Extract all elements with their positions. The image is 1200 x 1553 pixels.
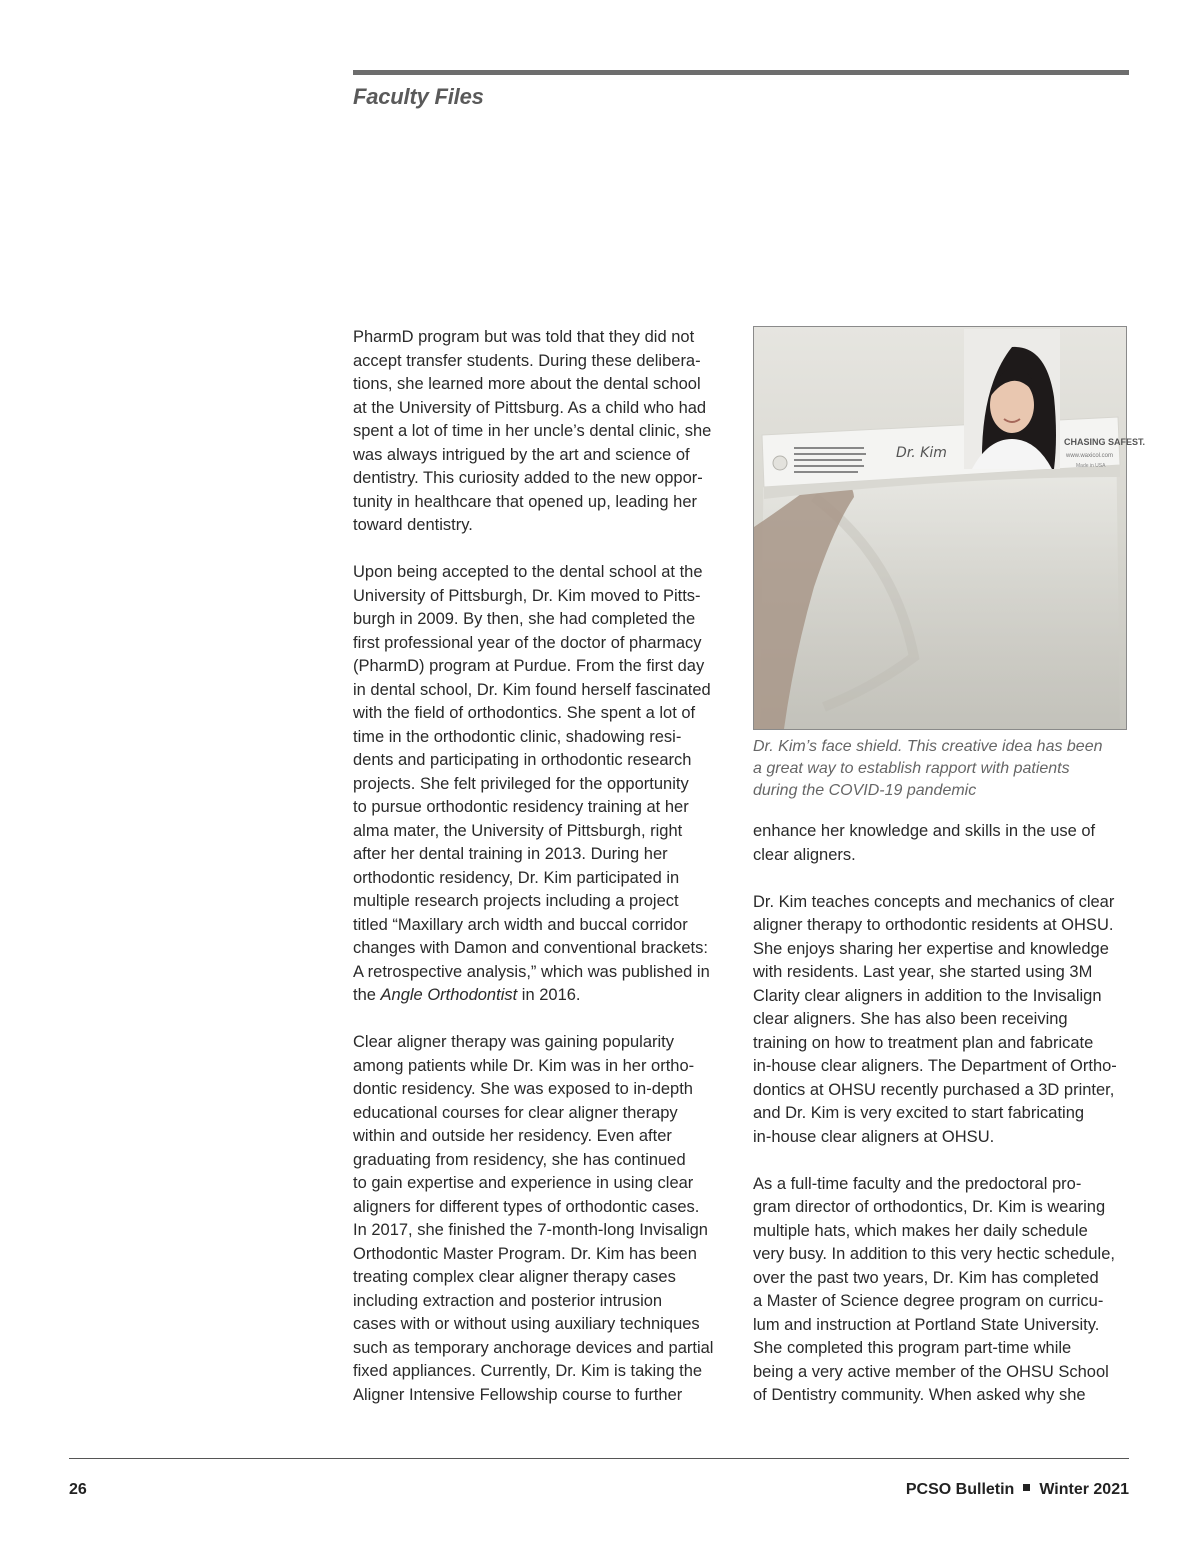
paragraph: As a full-time faculty and the predoctoral pro- gram director of orthodontics, Dr. Kim is wearing multiple hats, which makes her daily schedule very busy. In addition to this very hectic schedule, over the past two years, Dr. Kim has completed a Master of Science degree program on curricu- lum and instruction at Portland State University. She completed this program part-time while being a very active member of the OHSU School of Dentistry community. When asked why she — [753, 1174, 1115, 1404]
separator-square-icon — [1023, 1484, 1030, 1491]
issue-label: Winter 2021 — [1039, 1481, 1129, 1498]
journal-title: Angle Orthodontist — [380, 986, 518, 1004]
paragraph-text: in 2016. — [517, 986, 581, 1004]
face-shield-photo — [753, 326, 1146, 730]
paragraph-text: Upon being accepted to the dental school at the University of Pittsburgh, Dr. Kim moved to Pitts- burgh in 2009. By then, she had completed the first professional year of the doctor of pharmacy (PharmD) program at Purdue. From the first day in dental school, Dr. Kim found herself fascinated with the field of orthodontics. She spent a lot of time in the orthodontic clinic, shadowing resi- dents and participating in orthodontic research projects. She felt privileged for the opportunity to pursue orthodontic residency training at her alma mater, the University of Pittsburgh, right after her dental training in 2013. During her orthodontic residency, Dr. Kim participated in multiple research projects including a project titled “Maxillary arch width and buccal corridor changes with Damon and conventional brackets: A retrospective analysis,” which was published in the — [353, 563, 711, 1004]
paragraph: Clear aligner therapy was gaining popularity among patients while Dr. Kim was in her ortho- dontic residency. She was exposed to in-depth educational courses for clear aligner therapy within and outside her residency. Even after graduating from residency, she has continued to gain expertise and experience in using clear aligners for different types of orthodontic cases. In 2017, she finished the 7-month-long Invisalign Orthodontic Master Program. Dr. Kim has been treating complex clear aligner therapy cases including extraction and posterior intrusion cases with or without using auxiliary techniques such as temporary anchorage devices and partial fixed appliances. Currently, Dr. Kim is taking the Aligner Intensive Fellowship course to further — [353, 1033, 714, 1404]
paragraph: PharmD program but was told that they did not accept transfer students. During these delibera- tions, she learned more about the dental school at the University of Pittsburg. As a child who had spent a lot of time in her uncle’s dental clinic, she was always intrigued by the art and science of dentistry. This curiosity added to the new oppor- tunity in healthcare that opened up, leading her toward dentistry. — [353, 328, 712, 534]
brand-text: CHASING SAFEST. — [1064, 437, 1146, 447]
left-column — [353, 326, 728, 1407]
portrait — [964, 329, 1060, 469]
publication-name: PCSO Bulletin — [905, 1481, 1015, 1498]
paragraph: enhance her knowledge and skills in the use of clear aligners. — [753, 822, 1096, 864]
brand-website: www.waxicol.com — [1066, 453, 1114, 459]
brand-origin: Made in USA — [1076, 463, 1106, 469]
handwritten-name: Dr. Kim — [896, 445, 947, 461]
right-column — [753, 820, 1133, 1408]
paragraph — [353, 561, 728, 1008]
section-title: Faculty Files — [353, 84, 484, 109]
footer-rule — [69, 1458, 1129, 1459]
footer-publication — [906, 1481, 1129, 1499]
figure-caption: Dr. Kim’s face shield. This creative idea has been a great way to establish rapport with patients during the COVID-19 pandemic — [753, 738, 1103, 799]
page-number: 26 — [69, 1481, 87, 1498]
paragraph: Dr. Kim teaches concepts and mechanics of clear aligner therapy to orthodontic residents at OHSU. She enjoys sharing her expertise and knowledge with residents. Last year, she started using 3M Clarity clear aligners in addition to the Invisalign clear aligners. She has also been receiving training on how to treatment plan and fabricate in-house clear aligners. The Department of Ortho- dontics at OHSU recently purchased a 3D printer, and Dr. Kim is very excited to start fabricating in-house clear aligners at OHSU. — [753, 892, 1117, 1146]
header-rule — [353, 70, 1129, 75]
